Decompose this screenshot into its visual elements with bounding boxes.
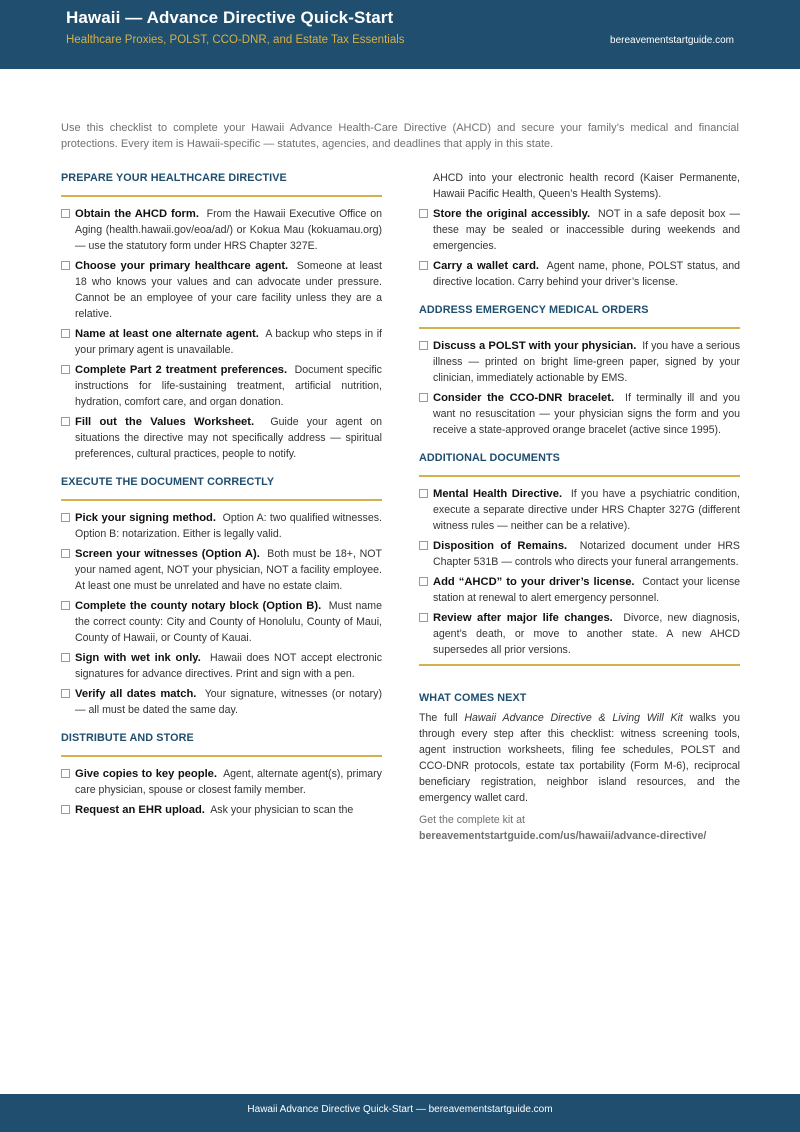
section-heading-execute: EXECUTE THE DOCUMENT CORRECTLY: [61, 474, 382, 501]
checklist-item[interactable]: [419, 206, 740, 254]
section-heading-distribute: DISTRIBUTE AND STORE: [61, 730, 382, 757]
checklist-item[interactable]: [61, 598, 382, 646]
checkbox-icon[interactable]: [61, 261, 70, 270]
item-body: Someone at least 18 who knows your values and can advocate under pressure. Cannot be an employee of your care facility unless they are a relative.: [75, 260, 382, 320]
checklist-item[interactable]: [61, 686, 382, 718]
item-body: Guide your agent on situations the directive may not specifically address — spiritual preferences, cultural practices, people to notify.: [75, 416, 382, 460]
next-text-after: walks you through every step after this checklist: witness screening tools, agent instruction worksheets, filing fee schedules, POLST and CCO-DNR protocols, estate tax portability (Form M-6), reciprocal beneficiary registration, neighbor island resources, and the emergency wallet card.: [419, 712, 740, 804]
page-subtitle: Healthcare Proxies, POLST, CCO-DNR, and Estate Tax Essentials: [66, 34, 405, 46]
section-emergency-list: [419, 338, 740, 438]
item-body: Agent, alternate agent(s), primary care physician, spouse or closest family member.: [75, 768, 382, 796]
item-body: If you have a serious illness — printed on bright lime-green paper, signed by your clinician, immediately actionable by EMS.: [433, 340, 741, 384]
item-lead: Disposition of Remains.: [433, 540, 568, 552]
checkbox-icon[interactable]: [419, 209, 428, 218]
next-paragraph: [419, 710, 740, 806]
section-prepare-list: [61, 206, 382, 462]
item-body: Divorce, new diagnosis, agent’s death, or move to another state. A new AHCD supersedes all prior versions.: [433, 612, 740, 656]
item-lead: Complete Part 2 treatment preferences.: [75, 364, 288, 376]
section-heading-prepare: PREPARE YOUR HEALTHCARE DIRECTIVE: [61, 170, 382, 197]
item-lead: Mental Health Directive.: [433, 488, 563, 500]
checkbox-icon[interactable]: [61, 689, 70, 698]
checklist-item[interactable]: [419, 338, 740, 386]
item-body: Must name the correct county: City and County of Honolulu, County of Maui, County of Hawaii, or County of Kauai.: [75, 600, 382, 644]
kit-label: Get the complete kit at: [419, 814, 525, 826]
checkbox-icon[interactable]: [61, 769, 70, 778]
item-body: Your signature, witnesses (or notary) — all must be dated the same day.: [75, 688, 382, 716]
checklist-item[interactable]: [419, 486, 740, 534]
checklist-item[interactable]: [419, 258, 740, 290]
checkbox-icon[interactable]: [419, 393, 428, 402]
checkbox-icon[interactable]: [61, 653, 70, 662]
item-body: A backup who steps in if your primary agent is unavailable.: [75, 328, 382, 356]
checklist-item[interactable]: [61, 258, 382, 322]
section-heading-emergency: ADDRESS EMERGENCY MEDICAL ORDERS: [419, 302, 740, 329]
item-lead: Discuss a POLST with your physician.: [433, 340, 637, 352]
page-title: Hawaii — Advance Directive Quick-Start: [66, 8, 394, 27]
page-header: [0, 0, 800, 69]
checkbox-icon[interactable]: [419, 613, 428, 622]
checklist-item[interactable]: [61, 414, 382, 462]
item-lead: Complete the county notary block (Option B).: [75, 600, 322, 612]
checkbox-icon[interactable]: [419, 541, 428, 550]
item-body: Hawaii does NOT accept electronic signatures for advance directives. Print and sign with a pen.: [75, 652, 382, 680]
next-text-before: The full: [419, 712, 465, 724]
checklist-item[interactable]: [419, 610, 740, 658]
item-body: Document specific instructions for life-sustaining treatment, artificial nutrition, hydration, comfort care, and organ donation.: [75, 364, 382, 408]
checkbox-icon[interactable]: [61, 805, 70, 814]
section-distribute-list: [61, 766, 382, 818]
item-body: If terminally ill and you want no resuscitation — your physician signs the form and you receive a state-approved orange bracelet (active since 1995).: [433, 392, 740, 436]
item-lead: Obtain the AHCD form.: [75, 208, 199, 220]
checkbox-icon[interactable]: [61, 417, 70, 426]
section-heading-additional: ADDITIONAL DOCUMENTS: [419, 450, 740, 477]
item-body: Option A: two qualified witnesses. Option B: notarization. Either is legally valid.: [75, 512, 382, 540]
item-lead: Carry a wallet card.: [433, 260, 540, 272]
checklist-item[interactable]: [419, 390, 740, 438]
checklist-item[interactable]: [61, 650, 382, 682]
checkbox-icon[interactable]: [61, 365, 70, 374]
section-additional-list: [419, 486, 740, 658]
item-lead: Sign with wet ink only.: [75, 652, 201, 664]
checklist-item[interactable]: [61, 546, 382, 594]
item-lead: Screen your witnesses (Option A).: [75, 548, 260, 560]
item-body: NOT in a safe deposit box — these may be sealed or inaccessible during weekends and emergencies.: [433, 208, 740, 252]
checklist-item[interactable]: [61, 802, 382, 818]
item-lead: Name at least one alternate agent.: [75, 328, 259, 340]
checklist-item[interactable]: [61, 362, 382, 410]
item-body: Contact your license station at renewal to alert emergency personnel.: [433, 576, 741, 604]
item-lead: Request an EHR upload.: [75, 804, 205, 816]
item-body: If you have a psychiatric condition, execute a separate directive under HRS Chapter 327G (different witness rules — neither can be a relative).: [433, 488, 740, 532]
kit-name: Hawaii Advance Directive & Living Will Kit: [464, 712, 683, 724]
checkbox-icon[interactable]: [61, 329, 70, 338]
checkbox-icon[interactable]: [61, 549, 70, 558]
checklist-item[interactable]: [61, 326, 382, 358]
item-lead: Add “AHCD” to your driver’s license.: [433, 576, 635, 588]
intro-paragraph: Use this checklist to complete your Hawaii Advance Health-Care Directive (AHCD) and secure your family’s medical and financial protections. Every item is Hawaii-specific — statutes, agencies, and deadlines that apply in this state.: [61, 122, 739, 150]
item-body: Ask your physician to scan the: [210, 804, 354, 816]
checklist-item[interactable]: [61, 510, 382, 542]
item-lead: Consider the CCO-DNR bracelet.: [433, 392, 615, 404]
item-lead: Fill out the Values Worksheet.: [75, 416, 255, 428]
item-body: From the Hawaii Executive Office on Aging (health.hawaii.gov/eoa/ad/) or Kokua Mau (kokuamau.org) — use the statutory form under HRS Chapter 327E.: [75, 208, 383, 252]
item-lead: Verify all dates match.: [75, 688, 197, 700]
right-column: [419, 170, 740, 844]
header-site-link[interactable]: bereavementstartguide.com: [610, 35, 734, 46]
item-lead: Choose your primary healthcare agent.: [75, 260, 289, 272]
checkbox-icon[interactable]: [61, 209, 70, 218]
kit-url-link[interactable]: bereavementstartguide.com/us/hawaii/advance-directive/: [419, 830, 707, 842]
page-footer: Hawaii Advance Directive Quick-Start — bereavementstartguide.com: [0, 1094, 800, 1132]
item-lead: Pick your signing method.: [75, 512, 216, 524]
section-divider: [419, 664, 740, 666]
checkbox-icon[interactable]: [419, 261, 428, 270]
item-body: Notarized document under HRS Chapter 531B — controls who directs your funeral arrangements.: [433, 540, 740, 568]
checkbox-icon[interactable]: [419, 577, 428, 586]
checklist-item[interactable]: [419, 574, 740, 606]
section-execute-list: [61, 510, 382, 718]
checklist-item-continuation: AHCD into your electronic health record (Kaiser Permanente, Hawaii Pacific Health, Queen’s Health Systems).: [433, 172, 740, 200]
checklist-item[interactable]: [61, 206, 382, 254]
checkbox-icon[interactable]: [419, 489, 428, 498]
item-body: Agent name, phone, POLST status, and directive location. Carry behind your driver’s license.: [433, 260, 740, 288]
checkbox-icon[interactable]: [419, 341, 428, 350]
item-body: Both must be 18+, NOT your named agent, NOT your physician, NOT a facility employee. At least one must be unrelated and have no estate claim.: [75, 548, 382, 592]
item-lead: Store the original accessibly.: [433, 208, 591, 220]
checklist-item[interactable]: [61, 766, 382, 798]
item-lead: Give copies to key people.: [75, 768, 218, 780]
left-column: [61, 170, 382, 822]
checkbox-icon[interactable]: [61, 601, 70, 610]
item-lead: Review after major life changes.: [433, 612, 613, 624]
section-heading-next: WHAT COMES NEXT: [419, 692, 527, 704]
checkbox-icon[interactable]: [61, 513, 70, 522]
checklist-item[interactable]: [419, 538, 740, 570]
